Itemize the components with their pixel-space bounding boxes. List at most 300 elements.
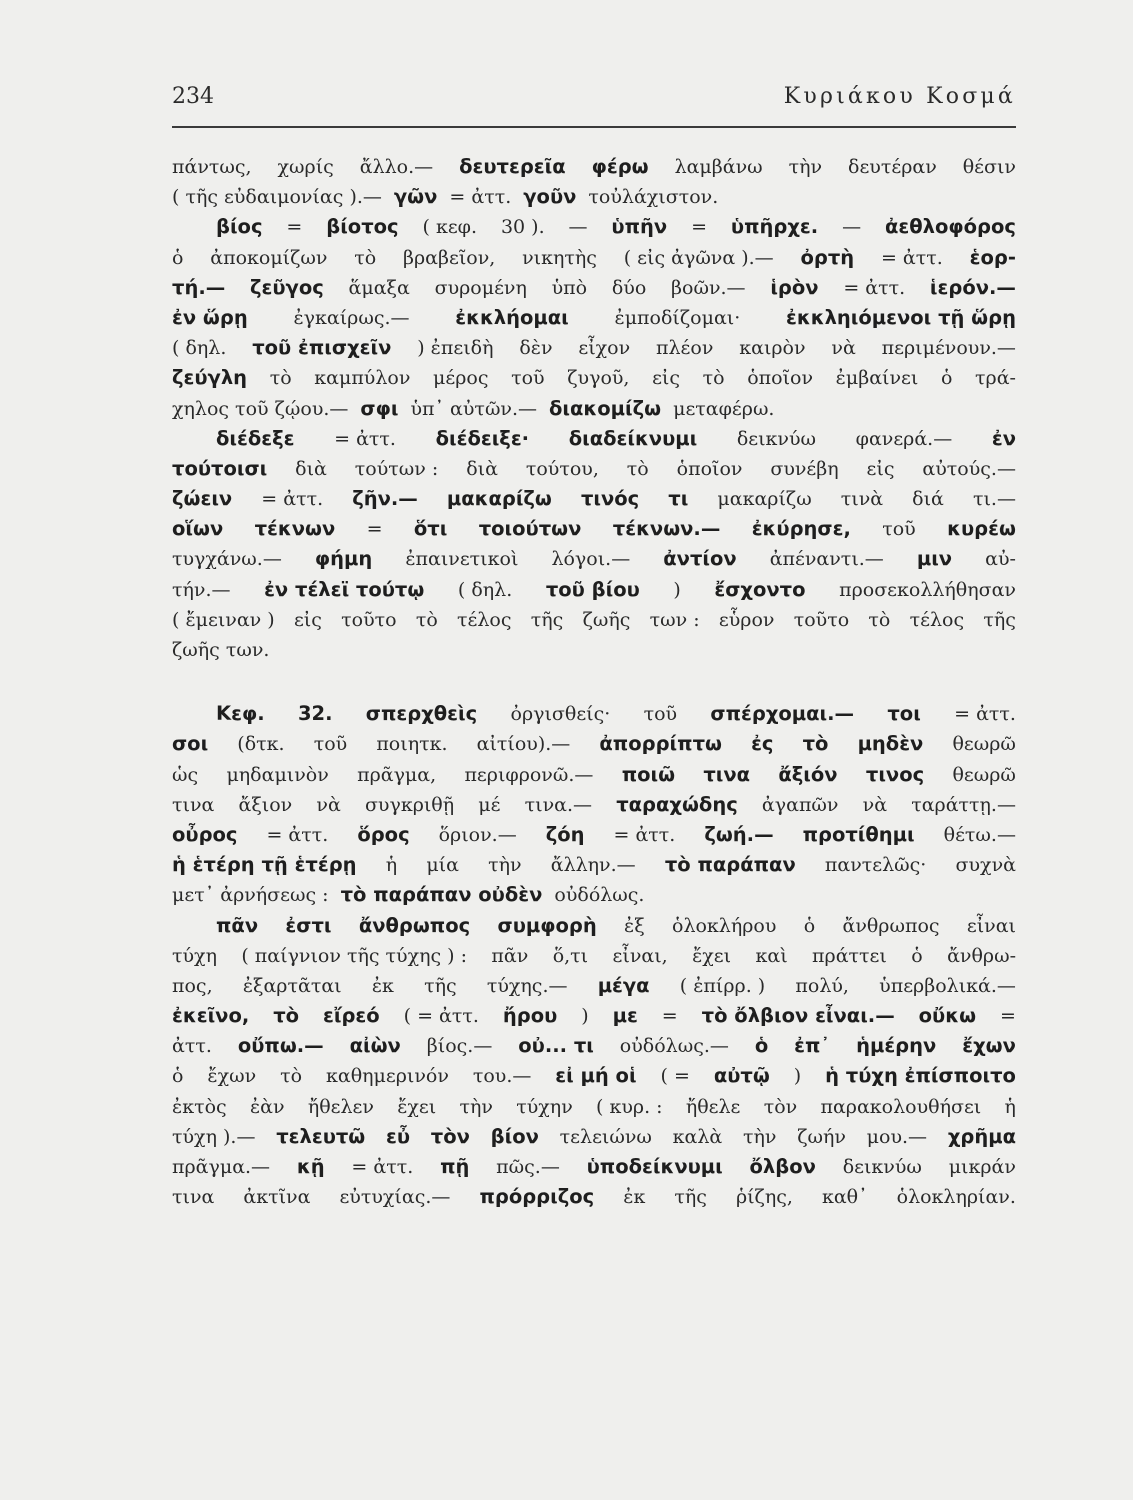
gloss-word: νὰ bbox=[831, 337, 856, 360]
headword: ζωή.— bbox=[704, 822, 774, 846]
headword: ἱερόν.— bbox=[929, 275, 1016, 299]
gloss-word: ( παίγνιον τῆς τύχης ) : bbox=[241, 944, 468, 967]
headword: διέδειξε· bbox=[435, 426, 530, 450]
gloss-word: προσεκολλήθησαν bbox=[839, 578, 1016, 601]
headword: ποιῶ bbox=[621, 762, 676, 786]
text-line bbox=[172, 424, 1016, 454]
headword: φέρω bbox=[591, 155, 649, 178]
headword: πρόρριζος bbox=[479, 1185, 595, 1209]
headword: 32. bbox=[297, 702, 333, 726]
headword: τὸ bbox=[273, 1004, 300, 1028]
headword: μιν bbox=[916, 547, 953, 571]
headword: ἐκκληιόμενοι τῇ ὥρῃ bbox=[786, 305, 1016, 329]
text-line bbox=[172, 1092, 1016, 1122]
gloss-word: πλέον bbox=[656, 337, 714, 360]
gloss-word: πρᾶγμα, bbox=[357, 763, 437, 786]
headword: ἐν bbox=[991, 426, 1016, 450]
gloss-word: ) bbox=[581, 1005, 589, 1028]
gloss-word: ἄνθρωπος bbox=[842, 914, 940, 937]
headword: βίον bbox=[490, 1124, 539, 1148]
gloss-word: εἶναι bbox=[966, 914, 1016, 937]
gloss-word: ῥίζης, bbox=[735, 1186, 793, 1209]
gloss-word: συρομένη bbox=[434, 276, 527, 299]
headword: ὅρος bbox=[357, 822, 410, 846]
headword: ὁ bbox=[754, 1034, 769, 1058]
headword: οὔκω bbox=[918, 1004, 977, 1028]
headword: τινος bbox=[865, 762, 925, 786]
headword: ἐπ᾽ bbox=[794, 1034, 831, 1058]
gloss-word: τοῦ bbox=[882, 518, 916, 541]
gloss-word: τὸ bbox=[354, 246, 377, 269]
gloss-word: τούτων : bbox=[354, 457, 439, 480]
headword: τέκνων.— bbox=[612, 517, 721, 541]
gloss-word: τὸ bbox=[868, 608, 891, 631]
headword: κῇ bbox=[296, 1155, 325, 1178]
gloss-word: τέλος bbox=[909, 608, 965, 631]
gloss-word: συγκριθῇ bbox=[364, 793, 455, 816]
gloss-word: τύχην bbox=[516, 1095, 573, 1118]
gloss-word: ἐξ bbox=[624, 914, 645, 937]
headword: σπέρχομαι.— bbox=[710, 702, 855, 726]
gloss-word: ( = bbox=[660, 1065, 690, 1088]
gloss-word: 30 ). bbox=[500, 216, 545, 239]
text-line bbox=[172, 152, 1016, 182]
headword: ἤρου bbox=[502, 1004, 558, 1028]
gloss-word: = bbox=[661, 1005, 678, 1028]
gloss-word: τύχη ).— bbox=[172, 1125, 256, 1148]
gloss-word: εὗρον bbox=[718, 608, 775, 631]
gloss-word: ἄνθρω- bbox=[947, 944, 1016, 967]
gloss-word: ἀκτῖνα bbox=[243, 1186, 311, 1209]
gloss-word: βίος.— bbox=[426, 1035, 493, 1058]
gloss-word: = bbox=[366, 518, 383, 541]
headword: τοῦ βίου bbox=[545, 577, 640, 601]
gloss-word: πολύ, bbox=[795, 974, 849, 997]
gloss-word: τινα.— bbox=[524, 793, 593, 816]
headword: εὖ bbox=[386, 1124, 411, 1148]
gloss-word: ἐμβαίνει bbox=[835, 367, 919, 390]
gloss-word: πάντως, bbox=[172, 156, 252, 178]
gloss-word: — bbox=[568, 216, 588, 239]
headword: συμφορὴ bbox=[497, 913, 597, 937]
gloss-word: τοῦτο bbox=[341, 608, 397, 631]
gloss-word: τὸ bbox=[280, 1065, 303, 1088]
gloss-word: λαμβάνω bbox=[674, 156, 763, 178]
gloss-word: ζυγοῦ, bbox=[567, 367, 630, 390]
text-line bbox=[172, 1152, 1016, 1182]
headword: με bbox=[612, 1004, 638, 1028]
gloss-word: ζωήν bbox=[797, 1125, 846, 1148]
text-line bbox=[172, 1182, 1016, 1212]
gloss-word: τρά- bbox=[975, 367, 1016, 390]
gloss-word: μηδαμινὸν bbox=[226, 763, 329, 786]
headword: ἀντίον bbox=[663, 547, 737, 571]
gloss-word: τινα bbox=[172, 1186, 215, 1209]
gloss-word: ὅριον.— bbox=[438, 823, 517, 846]
headword: τοῦ ἐπισχεῖν bbox=[252, 336, 392, 360]
headword: ἐκκλήομαι bbox=[455, 305, 569, 329]
text-line bbox=[172, 635, 1016, 665]
gloss-word: μακαρίζω bbox=[717, 488, 812, 511]
gloss-word: = ἀττ. bbox=[334, 427, 396, 450]
section-gap bbox=[172, 665, 1016, 699]
text-line bbox=[172, 182, 1016, 212]
gloss-word: οὐδόλως.— bbox=[619, 1035, 729, 1058]
gloss-word: καθ᾽ bbox=[821, 1186, 868, 1209]
text-line bbox=[172, 605, 1016, 635]
gloss-word: τὸ bbox=[626, 457, 649, 480]
gloss-word: ζωῆς bbox=[582, 608, 631, 631]
text-line bbox=[172, 454, 1016, 484]
gloss-word: ἐξαρτᾶται bbox=[242, 974, 342, 997]
gloss-word: ( δηλ. bbox=[172, 337, 227, 360]
gloss-word: ποιητκ. bbox=[376, 733, 448, 756]
headword: ἱρὸν bbox=[770, 275, 819, 299]
text-line bbox=[172, 1031, 1016, 1061]
gloss-word: τυγχάνω.— bbox=[172, 548, 282, 571]
gloss-word: ἀττ. bbox=[172, 1035, 212, 1058]
gloss-word: βραβεῖον, bbox=[403, 246, 496, 269]
headword: μακαρίζω bbox=[446, 487, 552, 511]
text-line bbox=[172, 971, 1016, 1001]
gloss-word: = ἀττ. bbox=[266, 823, 329, 846]
headword: βίοτος bbox=[326, 215, 399, 239]
gloss-word: = bbox=[999, 1005, 1016, 1028]
gloss-word: νὰ bbox=[316, 793, 341, 816]
gloss-word: ( ἔμειναν ) bbox=[172, 608, 275, 631]
text-line bbox=[172, 484, 1016, 514]
gloss-word: ὁποῖον bbox=[676, 457, 743, 480]
gloss-word: = ἀττ. bbox=[449, 186, 512, 209]
gloss-word: ὡς bbox=[172, 763, 199, 786]
text-line bbox=[172, 1061, 1016, 1091]
gloss-word: πᾶν bbox=[491, 944, 529, 967]
headword: τὸ bbox=[802, 732, 829, 756]
gloss-word: τοὐλάχιστον. bbox=[588, 186, 719, 209]
gloss-word: τῆς bbox=[530, 608, 564, 631]
headword: ἐκύρησε, bbox=[751, 517, 851, 541]
gloss-word: συνέβη bbox=[770, 457, 839, 480]
text-line bbox=[172, 303, 1016, 333]
gloss-word: του.— bbox=[472, 1065, 532, 1088]
gloss-word: ὁλοκλήρου bbox=[672, 914, 777, 937]
headword: οὖρος bbox=[172, 822, 238, 846]
text-line bbox=[172, 729, 1016, 759]
gloss-word: παντελῶς· bbox=[824, 854, 927, 877]
headword: γοῦν bbox=[523, 185, 577, 209]
gloss-word: ἀπέναντι.— bbox=[769, 548, 884, 571]
gloss-word: δὲν bbox=[519, 337, 553, 360]
gloss-word: τὴν bbox=[459, 1095, 493, 1118]
text-line bbox=[172, 699, 1016, 729]
headword: τέκνων bbox=[254, 517, 336, 541]
gloss-word: καὶ bbox=[755, 944, 788, 967]
headword: ὀρτὴ bbox=[800, 245, 855, 269]
text-line bbox=[172, 1001, 1016, 1031]
gloss-word: εἰς bbox=[866, 457, 895, 480]
gloss-word: τήν.— bbox=[172, 578, 231, 601]
headword: ἀπορρίπτω bbox=[599, 732, 722, 756]
gloss-word: τὸ bbox=[269, 367, 292, 390]
headword: τοιούτων bbox=[478, 517, 582, 541]
gloss-word: μία bbox=[426, 854, 459, 877]
text-line bbox=[172, 212, 1016, 242]
gloss-word: ὁ bbox=[940, 367, 953, 390]
headword: ὑποδείκνυμι bbox=[586, 1155, 723, 1178]
headword: προτίθημι bbox=[802, 822, 915, 846]
text-line bbox=[172, 544, 1016, 574]
page-number: 234 bbox=[172, 84, 214, 109]
headword: ἡ ἑτέρη τῇ ἑτέρῃ bbox=[172, 853, 357, 877]
gloss-word: ( εἰς ἀγῶνα ).— bbox=[623, 246, 774, 269]
headword: εἰ μή οἱ bbox=[555, 1064, 637, 1088]
headword: διέδεξε bbox=[216, 426, 295, 450]
gloss-word: = ἀττ. bbox=[261, 488, 324, 511]
gloss-word: πῶς.— bbox=[496, 1156, 560, 1178]
headword: ἑορ- bbox=[969, 245, 1016, 269]
text-line bbox=[172, 273, 1016, 303]
gloss-word: ἄξιον bbox=[238, 793, 293, 816]
headword: τελευτῶ bbox=[276, 1124, 366, 1148]
headword: τὸ παράπαν οὐδὲν bbox=[340, 883, 543, 907]
gloss-word: διὰ bbox=[295, 457, 327, 480]
text-line bbox=[172, 394, 1016, 424]
headword: οὐ... τι bbox=[518, 1034, 594, 1058]
gloss-word: καιρὸν bbox=[739, 337, 806, 360]
gloss-word: περιμένουν.— bbox=[881, 337, 1016, 360]
text-line bbox=[172, 880, 1016, 910]
headword: ὑπῆρχε. bbox=[730, 215, 819, 239]
gloss-word: λόγοι.— bbox=[551, 548, 631, 571]
gloss-word: μικράν bbox=[948, 1156, 1016, 1178]
headword: ἄνθρωπος bbox=[358, 913, 471, 937]
text-line bbox=[172, 363, 1016, 393]
text-line bbox=[172, 514, 1016, 544]
gloss-word: τὴν bbox=[788, 156, 823, 178]
text-line bbox=[172, 941, 1016, 971]
headword: μέγα bbox=[597, 973, 650, 997]
gloss-word: = ἀττ. bbox=[351, 1156, 414, 1178]
gloss-word: παρακολουθήσει bbox=[820, 1095, 982, 1118]
headword: ὑπῆν bbox=[611, 215, 668, 239]
headword: ζεῦγος bbox=[250, 275, 324, 299]
headword: γῶν bbox=[393, 185, 438, 209]
gloss-word: τύχης.— bbox=[486, 974, 568, 997]
headword: διακομίζω bbox=[549, 396, 662, 420]
gloss-word: ἅμαξα bbox=[348, 276, 410, 299]
text-line bbox=[172, 850, 1016, 880]
gloss-word: = ἀττ. bbox=[954, 703, 1016, 726]
headword: Κεφ. bbox=[216, 702, 265, 726]
text-line bbox=[172, 1122, 1016, 1152]
gloss-word: ἐὰν bbox=[249, 1095, 285, 1118]
gloss-word: ) ἐπειδὴ bbox=[417, 337, 494, 360]
gloss-word: ἀγαπῶν bbox=[761, 793, 839, 816]
gloss-word: δεικνύω bbox=[736, 427, 817, 450]
gloss-word: ἤθελε bbox=[685, 1095, 741, 1118]
headword: εἴρεό bbox=[323, 1004, 380, 1028]
gloss-word: καλὰ bbox=[672, 1125, 723, 1148]
headword: ἡμέρην bbox=[856, 1034, 937, 1058]
gloss-word: μέ bbox=[478, 793, 501, 816]
gloss-word: καθημερινόν bbox=[325, 1065, 449, 1088]
gloss-word: ἔχων bbox=[207, 1065, 257, 1088]
gloss-word: ὁλοκληρίαν. bbox=[896, 1186, 1016, 1209]
gloss-word: συχνὰ bbox=[955, 854, 1016, 877]
gloss-word: ( κυρ. : bbox=[596, 1095, 663, 1118]
gloss-word: ἐμποδίζομαι· bbox=[614, 306, 741, 329]
headword: ἐν τέλεϊ τούτῳ bbox=[264, 577, 425, 601]
headword: σοι bbox=[172, 732, 209, 756]
gloss-word: τινὰ bbox=[840, 488, 884, 511]
gloss-word: = bbox=[691, 216, 708, 239]
gloss-word: θεωρῶ bbox=[952, 733, 1016, 756]
headword: ζόη bbox=[545, 822, 585, 846]
headword: ζῆν.— bbox=[352, 487, 418, 511]
gloss-word: ἄλλην.— bbox=[550, 854, 636, 877]
gloss-word: ὁποῖον bbox=[747, 367, 814, 390]
gloss-word: μεταφέρω. bbox=[673, 397, 775, 420]
gloss-word: ζωῆς των. bbox=[172, 639, 270, 661]
headword: τὸ παράπαν bbox=[664, 853, 796, 877]
gloss-word: ὀργισθείς· bbox=[510, 703, 611, 726]
gloss-word: νὰ bbox=[862, 793, 888, 816]
headword: ἀεθλοφόρος bbox=[885, 215, 1016, 239]
gloss-word: τούτου, bbox=[525, 457, 599, 480]
gloss-word: ὑπ᾽ αὐτῶν.— bbox=[410, 397, 538, 420]
headword: τή.— bbox=[172, 275, 226, 299]
gloss-word: μέρος bbox=[433, 367, 489, 390]
headword: κυρέω bbox=[947, 517, 1016, 541]
text-line bbox=[172, 333, 1016, 363]
header-rule bbox=[172, 126, 1016, 128]
gloss-word: τὸ bbox=[702, 367, 725, 390]
gloss-word: ( κεφ. bbox=[422, 216, 478, 239]
gloss-word: δευτέραν bbox=[848, 156, 937, 178]
headword: ὄλβον bbox=[749, 1155, 816, 1178]
headword: ζεύγλη bbox=[172, 366, 248, 390]
gloss-word: τῆς bbox=[983, 608, 1016, 631]
gloss-word: ἔχει bbox=[397, 1095, 437, 1118]
headword: ἐκεῖνο, bbox=[172, 1004, 250, 1028]
glossary-text bbox=[172, 152, 1016, 1212]
gloss-word: καμπύλον bbox=[314, 367, 411, 390]
headword: βίος bbox=[216, 215, 263, 239]
gloss-word: ταράττῃ.— bbox=[911, 793, 1016, 816]
headword: ἔσχοντο bbox=[714, 577, 806, 601]
gloss-word: εὐτυχίας.— bbox=[339, 1186, 451, 1209]
headword: αἰὼν bbox=[349, 1034, 401, 1058]
gloss-word: χωρίς bbox=[277, 156, 334, 178]
gloss-word: τὴν bbox=[742, 1125, 777, 1148]
headword: διαδείκνυμι bbox=[568, 426, 698, 450]
gloss-word: ( τῆς εὐδαιμονίας ).— bbox=[172, 186, 382, 209]
gloss-word: πράττει bbox=[812, 944, 887, 967]
gloss-word: μου.— bbox=[866, 1125, 928, 1148]
headword: τοι bbox=[887, 702, 921, 726]
gloss-word: = ἀττ. bbox=[613, 823, 676, 846]
headword: ἐστι bbox=[285, 913, 332, 937]
text-line bbox=[172, 790, 1016, 820]
gloss-word: χηλος τοῦ ζῴου.— bbox=[172, 397, 349, 420]
gloss-word: οὐδόλως. bbox=[554, 884, 645, 907]
headword: τινα bbox=[703, 762, 751, 786]
headword: ἄξιόν bbox=[778, 762, 838, 786]
gloss-word: εἰς bbox=[652, 367, 681, 390]
gloss-word: αἰτίου).— bbox=[476, 733, 571, 756]
page-header bbox=[172, 84, 1016, 124]
gloss-word: θέσιν bbox=[962, 156, 1016, 178]
headword: φήμη bbox=[314, 547, 373, 571]
headword: ἔχων bbox=[962, 1034, 1016, 1058]
gloss-word: αὐ- bbox=[985, 548, 1016, 571]
headword: τὸ ὄλβιον εἶναι.— bbox=[701, 1004, 895, 1028]
text-line bbox=[172, 243, 1016, 273]
gloss-word: ὅ,τι bbox=[552, 944, 589, 967]
gloss-word: ἐπαινετικοὶ bbox=[405, 548, 519, 571]
gloss-word: ) bbox=[673, 578, 681, 601]
gloss-word: ὁ bbox=[172, 246, 184, 269]
headword: ζώειν bbox=[172, 487, 233, 511]
gloss-word: ) bbox=[793, 1065, 802, 1088]
headword: δευτερεῖα bbox=[459, 155, 566, 178]
gloss-word: δεικνύω bbox=[842, 1156, 922, 1178]
gloss-word: τοῦτο bbox=[793, 608, 850, 631]
headword: χρῆμα bbox=[947, 1124, 1016, 1148]
gloss-word: φανερά.— bbox=[855, 427, 953, 450]
gloss-word: εἶχον bbox=[578, 337, 631, 360]
gloss-word: τοῦ bbox=[313, 733, 348, 756]
running-head: Κυριάκου Κοσμά bbox=[783, 84, 1016, 109]
gloss-word: τοῦ bbox=[643, 703, 678, 726]
gloss-word: τῆς bbox=[674, 1186, 707, 1209]
headword: ταραχώδης bbox=[616, 792, 738, 816]
headword: οὔπω.— bbox=[237, 1034, 324, 1058]
headword: σφι bbox=[360, 396, 399, 420]
gloss-word: τινα bbox=[172, 793, 215, 816]
text-line bbox=[172, 820, 1016, 850]
gloss-word: τελειώνω bbox=[559, 1125, 652, 1148]
headword: πᾶν bbox=[216, 913, 259, 937]
headword: τινός bbox=[580, 487, 640, 511]
gloss-word: ἀποκομίζων bbox=[210, 246, 328, 269]
gloss-word: διά bbox=[912, 488, 944, 511]
gloss-word: διὰ bbox=[466, 457, 498, 480]
gloss-word: ( δηλ. bbox=[457, 578, 513, 601]
gloss-word: = ἀττ. bbox=[843, 276, 906, 299]
gloss-word: τύχη bbox=[172, 944, 217, 967]
gloss-word: ἡ bbox=[1004, 1095, 1016, 1118]
gloss-word: δύο bbox=[611, 276, 647, 299]
headword: σπερχθεὶς bbox=[365, 702, 478, 726]
gloss-word: αὐτούς.— bbox=[922, 457, 1016, 480]
gloss-word: θεωρῶ bbox=[952, 763, 1016, 786]
headword: ὅτι bbox=[413, 517, 448, 541]
gloss-word: τοῦ bbox=[511, 367, 545, 390]
gloss-word: εἰς bbox=[293, 608, 322, 631]
gloss-word: τὸ bbox=[415, 608, 438, 631]
gloss-word: ὁ bbox=[172, 1065, 184, 1088]
gloss-word: ἄλλο.— bbox=[359, 156, 434, 178]
gloss-word: = ἀττ. bbox=[880, 246, 943, 269]
headword: πῇ bbox=[440, 1155, 470, 1178]
gloss-word: βοῶν.— bbox=[671, 276, 746, 299]
gloss-word: ἐκ bbox=[623, 1186, 646, 1209]
gloss-word: νικητὴς bbox=[522, 246, 597, 269]
gloss-word: ἐγκαίρως.— bbox=[293, 306, 410, 329]
gloss-word: εἶναι, bbox=[612, 944, 668, 967]
headword: τὸν bbox=[430, 1124, 470, 1148]
